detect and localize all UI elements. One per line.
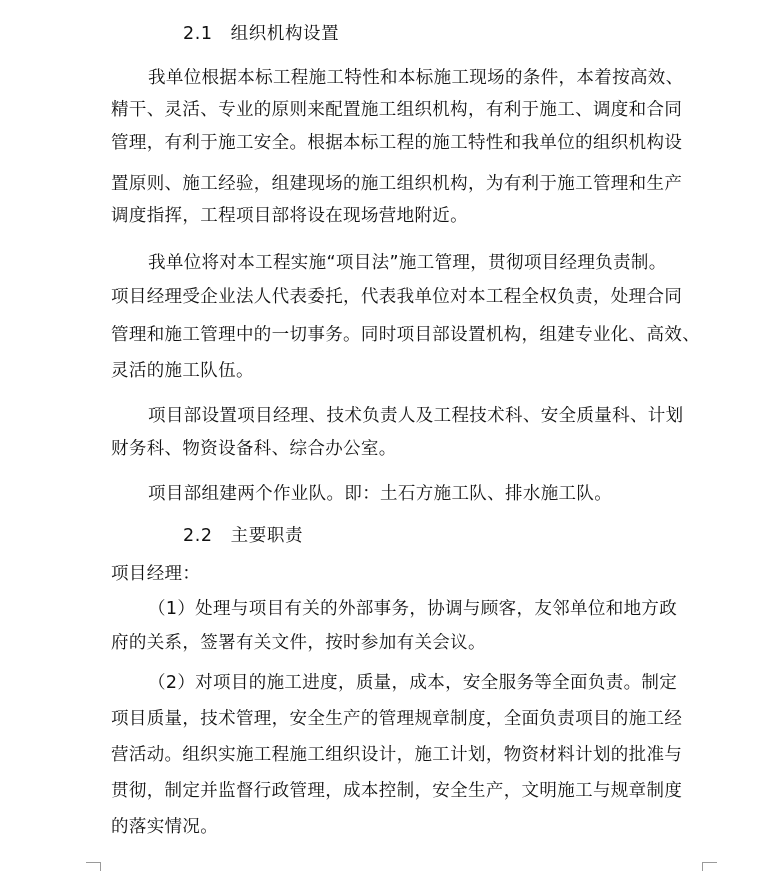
paragraph-1-line-5: 调度指挥，工程项目部将设在现场营地附近。 bbox=[111, 206, 468, 226]
crop-mark-left-vertical bbox=[100, 862, 101, 871]
item-1-line-1: （1）处理与项目有关的外部事务，协调与顾客，友邻单位和地方政 bbox=[148, 599, 678, 619]
item-2-line-3: 营活动。组织实施工程施工组织设计，施工计划，物资材料计划的批准与 bbox=[111, 745, 683, 765]
paragraph-1-line-1: 我单位根据本标工程施工特性和本标施工现场的条件，本着按高效、 bbox=[148, 68, 684, 88]
paragraph-4-line-1: 项目部组建两个作业队。即：土石方施工队、排水施工队。 bbox=[148, 484, 613, 504]
section-number: 2.1 bbox=[183, 24, 213, 44]
subheading-project-manager: 项目经理： bbox=[111, 564, 201, 584]
paragraph-3-line-2: 财务科、物资设备科、综合办公室。 bbox=[111, 439, 397, 459]
item-1-line-2: 府的关系，签署有关文件，按时参加有关会议。 bbox=[111, 633, 486, 653]
paragraph-2-line-3: 管理和施工管理中的一切事务。同时项目部设置机构，组建专业化、高效、 bbox=[111, 325, 701, 345]
paragraph-2-line-2: 项目经理受企业法人代表委托，代表我单位对本工程全权负责，处理合同 bbox=[111, 287, 683, 307]
section-title: 主要职责 bbox=[230, 526, 304, 546]
section-heading-2-2 bbox=[183, 524, 303, 548]
item-2-line-1: （2）对项目的施工进度，质量，成本，安全服务等全面负责。制定 bbox=[148, 673, 678, 693]
crop-mark-right-horizontal bbox=[703, 862, 717, 863]
section-number: 2.2 bbox=[183, 526, 213, 546]
item-2-line-4: 贯彻，制定并监督行政管理，成本控制，安全生产，文明施工与规章制度 bbox=[111, 781, 683, 801]
paragraph-2-line-4: 灵活的施工队伍。 bbox=[111, 361, 254, 381]
paragraph-2-line-1: 我单位将对本工程实施“项目法”施工管理，贯彻项目经理负责制。 bbox=[148, 253, 667, 273]
paragraph-3-line-1: 项目部设置项目经理、技术负责人及工程技术科、安全质量科、计划 bbox=[148, 406, 684, 426]
section-heading-2-1 bbox=[183, 22, 339, 46]
paragraph-1-line-4: 置原则、施工经验，组建现场的施工组织机构，为有利于施工管理和生产 bbox=[111, 174, 683, 194]
paragraph-1-line-3: 管理，有利于施工安全。根据本标工程的施工特性和我单位的组织机构设 bbox=[111, 133, 683, 153]
crop-mark-left-horizontal bbox=[86, 862, 100, 863]
paragraph-1-line-2: 精干、灵活、专业的原则来配置施工组织机构，有利于施工、调度和合同 bbox=[111, 100, 683, 120]
item-2-line-2: 项目质量，技术管理，安全生产的管理规章制度，全面负责项目的施工经 bbox=[111, 709, 683, 729]
item-2-line-5: 的落实情况。 bbox=[111, 817, 219, 837]
crop-mark-right-vertical bbox=[702, 862, 703, 871]
section-title: 组织机构设置 bbox=[230, 24, 340, 44]
